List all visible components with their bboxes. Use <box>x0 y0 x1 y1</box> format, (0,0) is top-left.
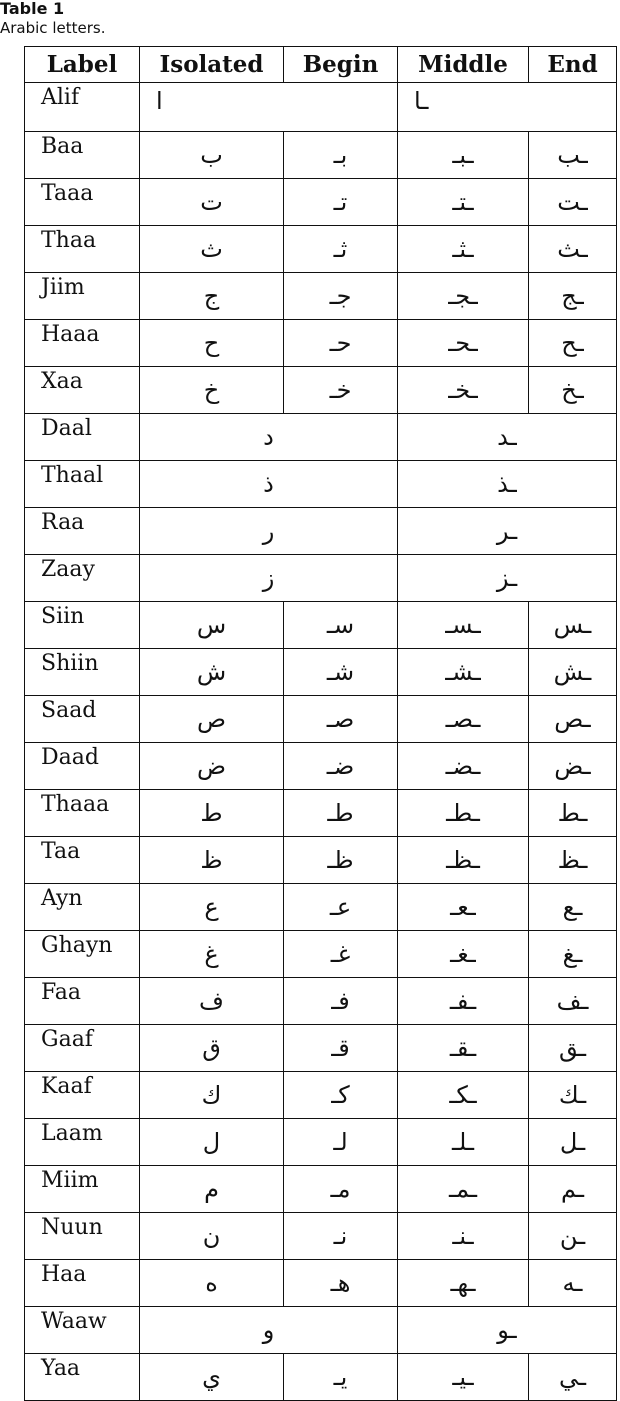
table-row <box>25 884 617 931</box>
middle-form: ـمـ <box>398 1166 529 1213</box>
middle-form: ـضـ <box>398 743 529 790</box>
isolated-form: ه <box>140 1260 284 1307</box>
table-row <box>25 790 617 837</box>
isolated-form: ق <box>140 1025 284 1072</box>
header-begin: Begin <box>284 47 398 83</box>
row-label: Thaaa <box>25 790 140 837</box>
table-row <box>25 1072 617 1119</box>
end-form: ـح <box>529 320 617 367</box>
isolated-begin-form: د <box>140 414 398 461</box>
table-row <box>25 179 617 226</box>
row-label: Yaa <box>25 1354 140 1401</box>
header-isolated: Isolated <box>140 47 284 83</box>
row-label: Siin <box>25 602 140 649</box>
table-row <box>25 226 617 273</box>
end-form: ـث <box>529 226 617 273</box>
row-label: Jiim <box>25 273 140 320</box>
table-row <box>25 273 617 320</box>
isolated-form: ب <box>140 132 284 179</box>
isolated-form: خ <box>140 367 284 414</box>
middle-end-form: ـذ <box>398 461 617 508</box>
isolated-form: س <box>140 602 284 649</box>
arabic-letters-table <box>24 46 617 1401</box>
table-row <box>25 83 617 132</box>
end-form: ـل <box>529 1119 617 1166</box>
table-row <box>25 1307 617 1354</box>
row-label: Taa <box>25 837 140 884</box>
isolated-form: ط <box>140 790 284 837</box>
begin-form: عـ <box>284 884 398 931</box>
end-form: ـش <box>529 649 617 696</box>
table-row <box>25 320 617 367</box>
row-label: Ayn <box>25 884 140 931</box>
end-form: ـب <box>529 132 617 179</box>
end-form: ـط <box>529 790 617 837</box>
begin-form: خـ <box>284 367 398 414</box>
table-row <box>25 696 617 743</box>
end-form: ـق <box>529 1025 617 1072</box>
begin-form: ظـ <box>284 837 398 884</box>
begin-form: ضـ <box>284 743 398 790</box>
isolated-form: غ <box>140 931 284 978</box>
end-form: ـم <box>529 1166 617 1213</box>
end-form: ـع <box>529 884 617 931</box>
row-label: Haa <box>25 1260 140 1307</box>
middle-form: ـظـ <box>398 837 529 884</box>
table-row <box>25 1260 617 1307</box>
isolated-form: ج <box>140 273 284 320</box>
table-caption-subtitle: Arabic letters. <box>0 19 106 37</box>
isolated-begin-form: ر <box>140 508 398 555</box>
middle-form: ـنـ <box>398 1213 529 1260</box>
row-label: Ghayn <box>25 931 140 978</box>
table-row <box>25 508 617 555</box>
row-label: Waaw <box>25 1307 140 1354</box>
row-label: Shiin <box>25 649 140 696</box>
isolated-begin-form: ذ <box>140 461 398 508</box>
row-label: Raa <box>25 508 140 555</box>
begin-form: صـ <box>284 696 398 743</box>
begin-form: ثـ <box>284 226 398 273</box>
isolated-begin-form: ز <box>140 555 398 602</box>
table-row <box>25 555 617 602</box>
isolated-form: ن <box>140 1213 284 1260</box>
end-form: ـك <box>529 1072 617 1119</box>
isolated-form: ت <box>140 179 284 226</box>
end-form: ـظ <box>529 837 617 884</box>
isolated-form: ك <box>140 1072 284 1119</box>
begin-form: بـ <box>284 132 398 179</box>
table-row <box>25 1354 617 1401</box>
table-row <box>25 978 617 1025</box>
begin-form: نـ <box>284 1213 398 1260</box>
isolated-form: م <box>140 1166 284 1213</box>
middle-form: ـبـ <box>398 132 529 179</box>
header-middle: Middle <box>398 47 529 83</box>
table-caption-title: Table 1 <box>0 0 65 18</box>
end-form: ـس <box>529 602 617 649</box>
begin-form: طـ <box>284 790 398 837</box>
row-label: Faa <box>25 978 140 1025</box>
middle-end-form: ـا <box>398 83 617 132</box>
row-label: Kaaf <box>25 1072 140 1119</box>
end-form: ـص <box>529 696 617 743</box>
end-form: ـت <box>529 179 617 226</box>
middle-form: ـطـ <box>398 790 529 837</box>
table-row <box>25 414 617 461</box>
row-label: Daad <box>25 743 140 790</box>
table-row <box>25 743 617 790</box>
middle-end-form: ـز <box>398 555 617 602</box>
begin-form: حـ <box>284 320 398 367</box>
end-form: ـن <box>529 1213 617 1260</box>
isolated-form: ث <box>140 226 284 273</box>
middle-form: ـيـ <box>398 1354 529 1401</box>
middle-form: ـثـ <box>398 226 529 273</box>
middle-form: ـقـ <box>398 1025 529 1072</box>
table-row <box>25 931 617 978</box>
end-form: ـخ <box>529 367 617 414</box>
row-label: Laam <box>25 1119 140 1166</box>
middle-form: ـكـ <box>398 1072 529 1119</box>
begin-form: يـ <box>284 1354 398 1401</box>
table-body <box>25 83 617 1401</box>
row-label: Xaa <box>25 367 140 414</box>
begin-form: فـ <box>284 978 398 1025</box>
end-form: ـغ <box>529 931 617 978</box>
row-label: Haaa <box>25 320 140 367</box>
row-label: Gaaf <box>25 1025 140 1072</box>
middle-form: ـتـ <box>398 179 529 226</box>
isolated-form: ض <box>140 743 284 790</box>
begin-form: لـ <box>284 1119 398 1166</box>
table-header-row <box>25 47 617 83</box>
header-end: End <box>529 47 617 83</box>
isolated-form: ع <box>140 884 284 931</box>
table-row <box>25 1119 617 1166</box>
row-label: Taaa <box>25 179 140 226</box>
row-label: Daal <box>25 414 140 461</box>
middle-form: ـلـ <box>398 1119 529 1166</box>
row-label: Zaay <box>25 555 140 602</box>
begin-form: قـ <box>284 1025 398 1072</box>
begin-form: شـ <box>284 649 398 696</box>
middle-end-form: ـد <box>398 414 617 461</box>
middle-form: ـجـ <box>398 273 529 320</box>
begin-form: مـ <box>284 1166 398 1213</box>
row-label: Nuun <box>25 1213 140 1260</box>
isolated-form: ي <box>140 1354 284 1401</box>
row-label: Baa <box>25 132 140 179</box>
begin-form: سـ <box>284 602 398 649</box>
isolated-form: ص <box>140 696 284 743</box>
header-label: Label <box>25 47 140 83</box>
middle-form: ـفـ <box>398 978 529 1025</box>
isolated-form: ح <box>140 320 284 367</box>
row-label: Thaa <box>25 226 140 273</box>
row-label: Alif <box>25 83 140 132</box>
middle-form: ـغـ <box>398 931 529 978</box>
row-label: Miim <box>25 1166 140 1213</box>
middle-form: ـصـ <box>398 696 529 743</box>
end-form: ـي <box>529 1354 617 1401</box>
middle-form: ـخـ <box>398 367 529 414</box>
end-form: ـف <box>529 978 617 1025</box>
middle-form: ـعـ <box>398 884 529 931</box>
isolated-begin-form: و <box>140 1307 398 1354</box>
end-form: ـه <box>529 1260 617 1307</box>
table-row <box>25 837 617 884</box>
middle-end-form: ـو <box>398 1307 617 1354</box>
table-row <box>25 132 617 179</box>
table-row <box>25 602 617 649</box>
middle-form: ـسـ <box>398 602 529 649</box>
table-row <box>25 1213 617 1260</box>
row-label: Thaal <box>25 461 140 508</box>
isolated-form: ل <box>140 1119 284 1166</box>
end-form: ـج <box>529 273 617 320</box>
row-label: Saad <box>25 696 140 743</box>
middle-form: ـشـ <box>398 649 529 696</box>
table-row <box>25 1166 617 1213</box>
middle-end-form: ـر <box>398 508 617 555</box>
middle-form: ـهـ <box>398 1260 529 1307</box>
begin-form: تـ <box>284 179 398 226</box>
isolated-form: ظ <box>140 837 284 884</box>
table-row <box>25 367 617 414</box>
table-row <box>25 461 617 508</box>
middle-form: ـحـ <box>398 320 529 367</box>
isolated-form: ش <box>140 649 284 696</box>
begin-form: جـ <box>284 273 398 320</box>
isolated-form: ف <box>140 978 284 1025</box>
begin-form: كـ <box>284 1072 398 1119</box>
begin-form: غـ <box>284 931 398 978</box>
table-row <box>25 649 617 696</box>
begin-form: هـ <box>284 1260 398 1307</box>
isolated-begin-form: ا <box>140 83 398 132</box>
end-form: ـض <box>529 743 617 790</box>
table-row <box>25 1025 617 1072</box>
